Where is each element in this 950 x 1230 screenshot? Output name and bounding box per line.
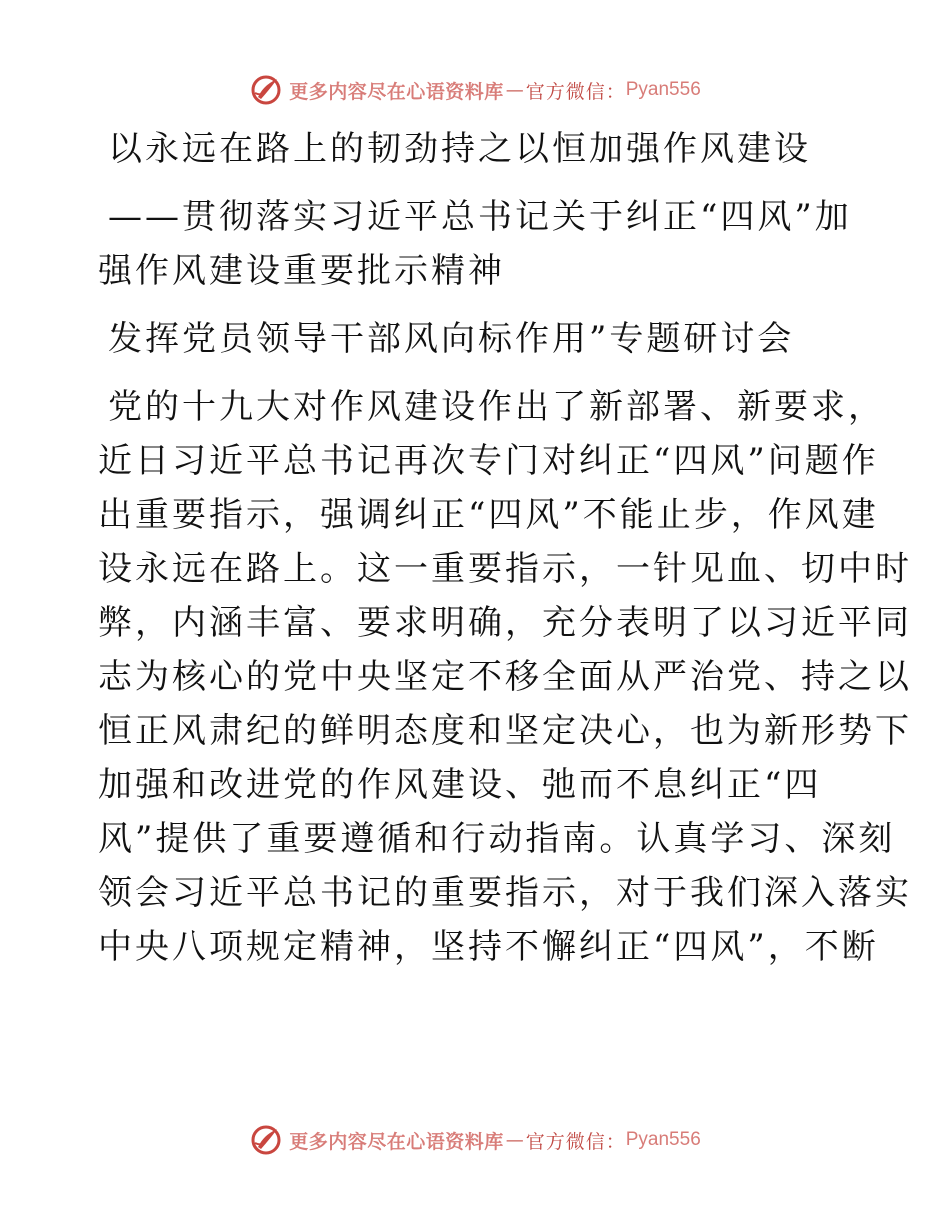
body-line: 志为核心的党中央坚定不移全面从严治党、持之以 [98,657,912,697]
logo-icon [249,1123,283,1157]
body-line: 风”提供了重要遵循和行动指南。认真学习、深刻 [98,819,896,859]
subtitle-line-1: ——贯彻落实习近平总书记关于纠正“四风”加 [108,197,852,237]
body-line: 恒正风肃纪的鲜明态度和坚定决心，也为新形势下 [98,711,912,751]
footer-banner [0,1120,950,1160]
document-title: 以永远在路上的韧劲持之以恒加强作风建设 [108,129,811,169]
banner-wechat-label: 官方微信： [525,1130,626,1153]
body-line: 中央八项规定精神，坚持不懈纠正“四风”，不断 [98,927,879,967]
body-line: 党的十九大对作风建设作出了新部署、新要求， [108,387,885,427]
banner-brand: 更多内容尽在心语资料库 [289,1130,504,1153]
body-line: 出重要指示，强调纠正“四风”不能止步，作风建 [98,495,879,535]
body-line: 设永远在路上。这一重要指示，一针见血、切中时 [98,549,912,589]
banner-brand: 更多内容尽在心语资料库 [289,80,504,103]
banner-separator: — [505,79,524,101]
logo-icon [249,73,283,107]
body-line: 加强和改进党的作风建设、弛而不息纠正“四 [98,765,822,805]
meeting-line: 发挥党员领导干部风向标作用”专题研讨会 [108,319,795,359]
body-line: 弊，内涵丰富、要求明确，充分表明了以习近平同 [98,603,912,643]
banner-wechat-id: Pyan556 [625,79,701,100]
body-line: 领会习近平总书记的重要指示，对于我们深入落实 [98,873,912,913]
document-body [98,122,912,974]
banner-separator: — [505,1129,524,1151]
subtitle-line-2: 强作风建设重要批示精神 [98,251,505,291]
banner-wechat-label: 官方微信： [525,80,626,103]
banner-wechat-id: Pyan556 [625,1129,701,1150]
header-banner [0,70,950,110]
body-line: 近日习近平总书记再次专门对纠正“四风”问题作 [98,441,879,481]
